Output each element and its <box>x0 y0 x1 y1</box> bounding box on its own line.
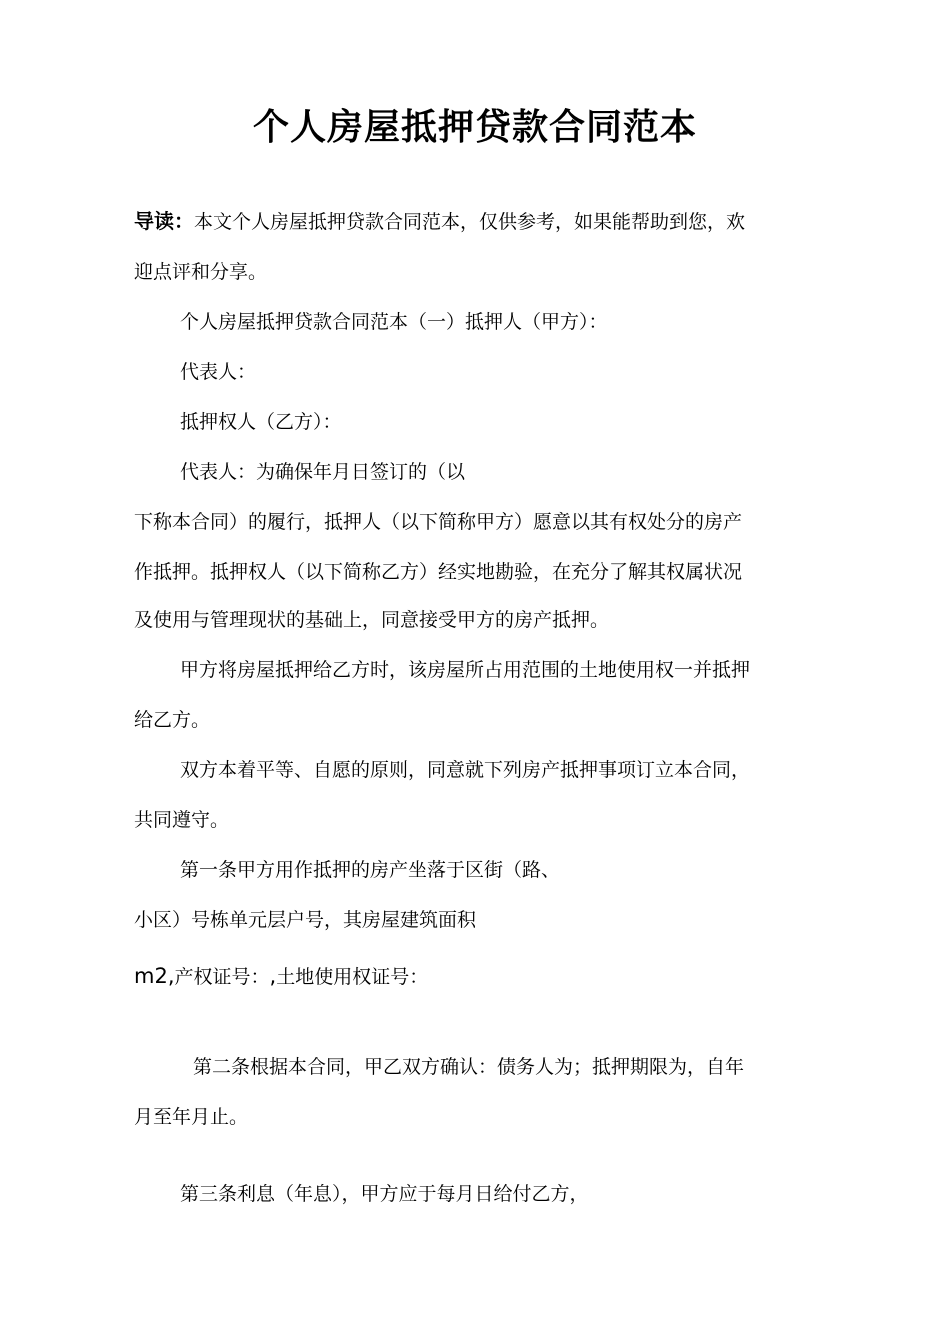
paragraph-line: 代表人：为确保年月日签订的（以 <box>180 461 466 483</box>
paragraph-line: 及使用与管理现状的基础上，同意接受甲方的房产抵押。 <box>134 609 610 631</box>
paragraph-line: 共同遵守。 <box>134 809 230 831</box>
intro-label: 导读： <box>134 209 194 233</box>
paragraph-line: 作抵押。抵押权人（以下简称乙方）经实地勘验，在充分了解其权属状况 <box>134 561 743 583</box>
paragraph-line: 代表人： <box>180 361 257 383</box>
paragraph-line: 双方本着平等、自愿的原则，同意就下列房产抵押事项订立本合同， <box>180 759 751 781</box>
article-1-area-line <box>134 962 428 991</box>
paragraph-line: 给乙方。 <box>134 709 211 731</box>
article-2-line: 第二条根据本合同，甲乙双方确认：债务人为；抵押期限为，自年 <box>193 1056 745 1078</box>
paragraph-line: 抵押权人（乙方）： <box>180 411 342 433</box>
document-title: 个人房屋抵押贷款合同范本 <box>252 107 697 148</box>
article-3-line: 第三条利息（年息），甲方应于每月日给付乙方， <box>180 1183 589 1205</box>
article-1-line: 第一条甲方用作抵押的房产坐落于区街（路、 <box>180 859 561 881</box>
article-2-line: 月至年月止。 <box>134 1106 249 1128</box>
intro-text: 本文个人房屋抵押贷款合同范本，仅供参考，如果能帮助到您，欢 <box>194 211 746 233</box>
paragraph-line: 甲方将房屋抵押给乙方时，该房屋所占用范围的土地使用权一并抵押 <box>180 659 751 681</box>
area-text: 产权证号： <box>174 966 270 988</box>
article-1-line: 小区）号栋单元层户号，其房屋建筑面积 <box>134 909 477 931</box>
intro-paragraph-line-1 <box>134 207 745 236</box>
paragraph-line: 下称本合同）的履行，抵押人（以下简称甲方）愿意以其有权处分的房产 <box>134 511 743 533</box>
area-unit: m2, <box>134 964 175 988</box>
intro-paragraph-line-2: 迎点评和分享。 <box>134 261 268 283</box>
paragraph-line: 个人房屋抵押贷款合同范本（一）抵押人（甲方）： <box>180 311 608 333</box>
area-text-2: 土地使用权证号： <box>276 966 429 988</box>
area-comma: , <box>269 964 277 988</box>
